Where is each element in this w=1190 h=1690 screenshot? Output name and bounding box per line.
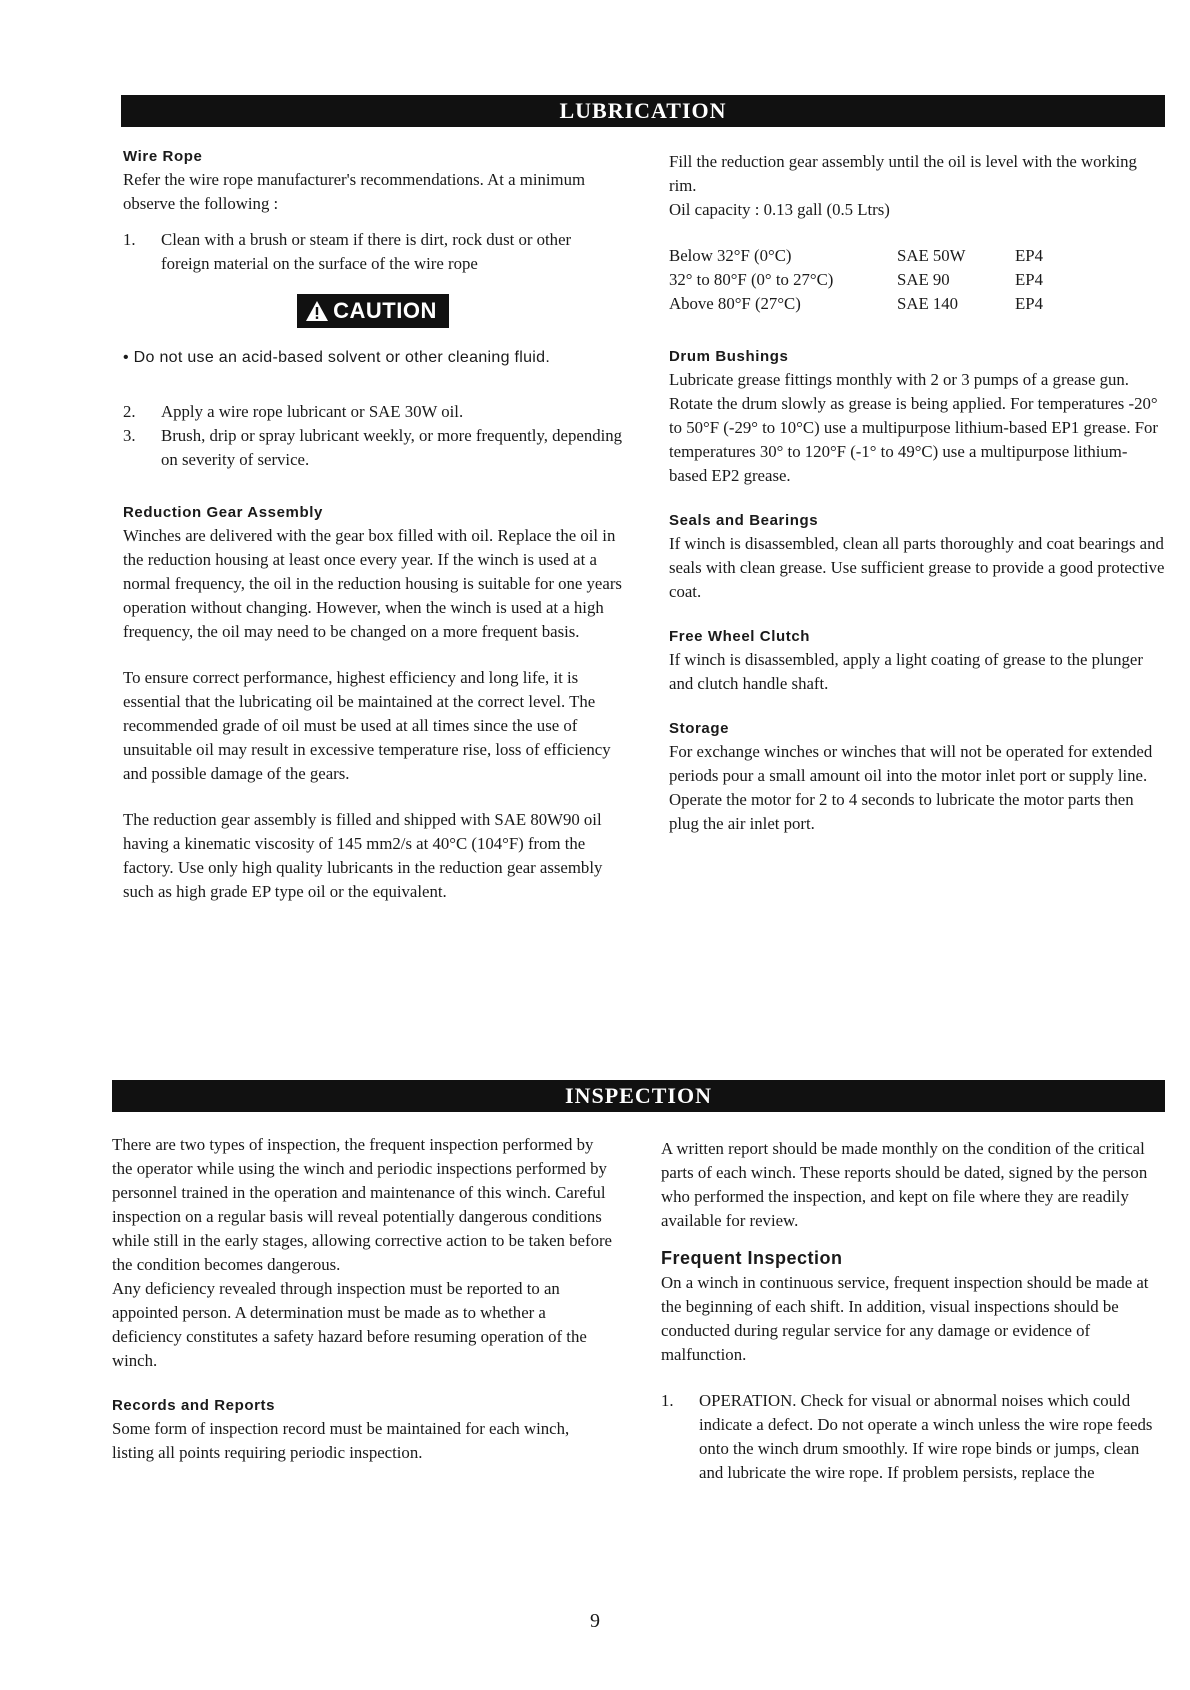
step-number: 2.	[123, 402, 136, 421]
reduction-gear-heading: Reduction Gear Assembly	[123, 504, 323, 521]
storage-heading: Storage	[669, 720, 730, 737]
fill-text: Fill the reduction gear assembly until the oil is level with the working rim.	[669, 152, 1137, 195]
caution-badge	[297, 294, 449, 328]
grade-cell: SAE 140	[897, 294, 959, 313]
lubrication-left-column	[123, 146, 623, 904]
inspection-left-column	[112, 1133, 612, 1465]
storage-text: For exchange winches or winches that will not be operated for extended periods pour a small amount oil into the motor inlet port or supply line. Operate the motor for 2 to 4 seconds to lubricate the motor parts then plug the air inlet port.	[669, 742, 1153, 833]
wire-rope-intro: Refer the wire rope manufacturer's recommendations. At a minimum observe the following :	[123, 170, 586, 213]
step-text: Apply a wire rope lubricant or SAE 30W oil.	[161, 402, 464, 421]
frequent-inspection-heading: Frequent Inspection	[661, 1248, 843, 1268]
inspection-right-column	[661, 1137, 1161, 1485]
inspection-banner: INSPECTION	[112, 1080, 1165, 1112]
reduction-gear-para-1: Winches are delivered with the gear box filled with oil. Replace the oil in the reduction housing at least once every year. If the winch is used at a normal frequency, the oil in the reduction housing is suitable for one years operation without changing. However, when the winch is used at a high frequency, the oil may need to be changed on a more frequent basis.	[123, 526, 622, 641]
page-number: 9	[590, 1610, 600, 1632]
seals-heading: Seals and Bearings	[669, 512, 819, 529]
oil-grade-table	[669, 244, 1043, 316]
list-item	[123, 424, 623, 472]
wire-rope-heading: Wire Rope	[123, 148, 203, 165]
records-heading: Records and Reports	[112, 1397, 276, 1414]
step-number: 3.	[123, 426, 136, 445]
reduction-gear-para-2: To ensure correct performance, highest efficiency and long life, it is essential that the lubricating oil be maintained at the correct level. The recommended grade of oil must be used at all times since the use of unsuitable oil may result in excessive temperature rise, loss of efficiency and possible damage of the gears.	[123, 668, 611, 783]
list-item	[123, 400, 623, 424]
temp-cell: 32° to 80°F (0° to 27°C)	[669, 270, 834, 289]
drum-bushings-heading: Drum Bushings	[669, 348, 789, 365]
step-number: 1.	[123, 230, 136, 249]
inspection-deficiency: Any deficiency revealed through inspection must be reported to an appointed person. A determination must be made as to whether a deficiency constitutes a safety hazard before resuming operation of the winch.	[112, 1279, 587, 1370]
temp-cell: Below 32°F (0°C)	[669, 246, 792, 265]
records-text: Some form of inspection record must be maintained for each winch, listing all points requiring periodic inspection.	[112, 1419, 570, 1462]
caution-text-label: CAUTION	[333, 298, 437, 323]
clutch-text: If winch is disassembled, apply a light coating of grease to the plunger and clutch handle shaft.	[669, 650, 1143, 693]
grade-cell: SAE 50W	[897, 246, 966, 265]
caution-label	[123, 294, 623, 328]
table-row	[669, 244, 1043, 268]
inspection-intro: There are two types of inspection, the frequent inspection performed by the operator while using the winch and periodic inspections performed by personnel trained in the operation and maintenance of this winch. Careful inspection on a regular basis will reveal potentially dangerous conditions while still in the early stages, allowing corrective action to be taken before the condition becomes dangerous.	[112, 1135, 612, 1274]
step-text: Clean with a brush or steam if there is dirt, rock dust or other foreign material on the surface of the wire rope	[161, 230, 572, 273]
step-text: Brush, drip or spray lubricant weekly, or more frequently, depending on severity of service.	[161, 426, 623, 469]
clutch-heading: Free Wheel Clutch	[669, 628, 811, 645]
ep-cell: EP4	[1015, 294, 1043, 313]
ep-cell: EP4	[1015, 246, 1043, 265]
drum-bushings-text: Lubricate grease fittings monthly with 2 or 3 pumps of a grease gun. Rotate the drum slowly as grease is being applied. For temperatures -20° to 50°F (-29° to 10°C) use a multipurpose lithium-based EP1 grease. For temperatures 30° to 120°F (-1° to 49°C) use a multipurpose lithium-based EP2 grease.	[669, 370, 1159, 485]
written-report-text: A written report should be made monthly on the condition of the critical parts of each winch. These reports should be dated, signed by the person who performed the inspection, and kept on file where they are readily available for review.	[661, 1139, 1148, 1230]
list-item	[123, 228, 623, 276]
ep-cell: EP4	[1015, 270, 1043, 289]
lubrication-banner: LUBRICATION	[121, 95, 1165, 127]
caution-note: • Do not use an acid-based solvent or other cleaning fluid.	[123, 349, 551, 366]
frequent-inspection-text: On a winch in continuous service, frequent inspection should be made at the beginning of each shift. In addition, visual inspections should be conducted during regular service for any damage or evidence of malfunction.	[661, 1273, 1149, 1364]
wire-rope-steps	[123, 228, 623, 276]
warning-triangle-icon	[305, 300, 329, 322]
temp-cell: Above 80°F (27°C)	[669, 294, 801, 313]
lubrication-right-column	[669, 150, 1165, 836]
table-row	[669, 292, 1043, 316]
frequent-inspection-items	[661, 1389, 1161, 1485]
grade-cell: SAE 90	[897, 270, 950, 289]
item-text: OPERATION. Check for visual or abnormal noises which could indicate a defect. Do not operate a winch unless the wire rope feeds onto the winch drum smoothly. If wire rope binds or jumps, clean and lubricate the wire rope. If problem persists, replace the	[699, 1391, 1153, 1482]
table-row	[669, 268, 1043, 292]
item-number: 1.	[661, 1391, 674, 1410]
list-item	[661, 1389, 1161, 1485]
reduction-gear-para-3: The reduction gear assembly is filled and shipped with SAE 80W90 oil having a kinematic viscosity of 145 mm2/s at 40°C (104°F) from the factory. Use only high quality lubricants in the reduction gear assembly such as high grade EP type oil or the equivalent.	[123, 810, 603, 901]
wire-rope-steps-2	[123, 400, 623, 472]
seals-text: If winch is disassembled, clean all parts thoroughly and coat bearings and seals with clean grease. Use sufficient grease to provide a good protective coat.	[669, 534, 1165, 601]
oil-capacity: Oil capacity : 0.13 gall (0.5 Ltrs)	[669, 200, 890, 219]
